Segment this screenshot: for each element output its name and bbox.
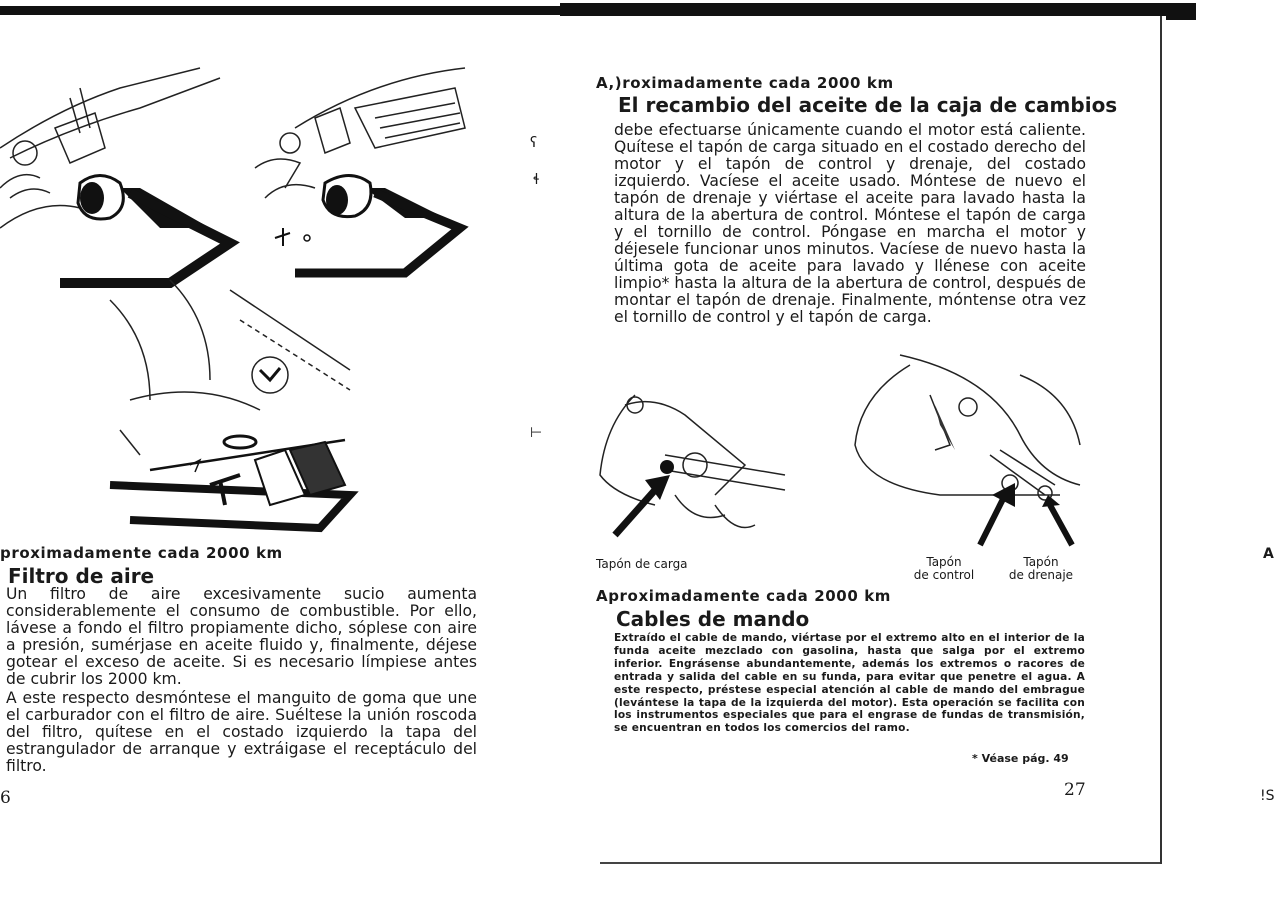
section-title-aceite: El recambio del aceite de la caja de cambios <box>618 93 1118 117</box>
scan-border-top-left <box>0 6 560 15</box>
caption-tapon-drenaje <box>1003 556 1079 582</box>
caption-tapon-drenaje-line2: de drenaje <box>1008 568 1074 582</box>
section-title-cables: Cables de mando <box>616 607 810 631</box>
caption-tapon-drenaje-line1: Tapón <box>1023 555 1059 569</box>
page-edge-right <box>1160 16 1162 864</box>
edge-letter: A <box>1263 546 1274 562</box>
scan-border-top-right <box>560 3 1196 16</box>
aceite-paragraph: debe efectuarse únicamente cuando el motor está caliente. Quítese el tapón de carga situado en el costado derecho del motor y el tapón de control y drenaje, del costado izquierdo. Vacíese el aceite usado. Móntese de nuevo el tapón de drenaje y viértase el aceite para lavado hasta la altura de la abertura de control. Móntese el tapón de carga y el tornillo de control. Póngase en marcha el motor y déjesele funcionar unos minutos. Vacíese de nuevo hasta la última gota de aceite para lavado y llénese con aceite limpio* hasta la altura de la abertura de control, después de montar el tapón de drenaje. Finalmente, móntense otra vez el tornillo de control y el tapón de carga. <box>614 121 1086 326</box>
page-edge-bottom <box>600 862 1160 864</box>
carburetor-illustration-1 <box>0 68 240 288</box>
section-label-filtro: proximadamente cada 2000 km <box>0 544 283 562</box>
filtro-paragraph-1: Un filtro de aire excesivamente sucio aumenta considerablemente el consumo de combustible. Por ello, lávese a fondo el filtro propiamente dicho, sóplese con aire a presión, sumérjase en aceite fluido y, finalmente, déjese gotear el exceso de aceite. Si es necesario límpiese antes de cubrir los 2000 km. <box>6 585 477 688</box>
caption-tapon-control-line1: Tapón <box>926 555 962 569</box>
section-title-filtro: Filtro de aire <box>8 564 155 588</box>
edge-fragment: !S <box>1260 788 1275 804</box>
filtro-paragraph-2: A este respecto desmóntese el manguito de goma que une el carburador con el filtro de aire. Suéltese la unión roscoda del filtro, quítese en el costado izquierdo la tapa del estrangulador de arranque y extráigase el receptáculo del filtro. <box>6 689 477 775</box>
carburetor-illustration-2 <box>255 68 470 288</box>
control-drain-plug-illustration <box>840 355 1085 550</box>
cables-paragraph: Extraído el cable de mando, viértase por el extremo alto en el interior de la funda aceite mezclado con gasolina, hasta que salga por el extremo inferior. Engrásense abundantemente, además los extremos o racores de entrada y salida del cable en su funda, para evitar que penetre el agua. A este respecto, préstese especial atención al cable de mando del embrague (levántese la tapa de la izquierda del motor). Esta operación se facilita con los instrumentos especiales que para el engrase de fundas de transmisión, se encuentran en todos los comercios del ramo. <box>614 632 1085 735</box>
page-number-left: 6 <box>0 788 11 808</box>
page-number-right: 27 <box>1064 780 1086 800</box>
caption-tapon-carga: Tapón de carga <box>596 557 688 571</box>
footnote: * Véase pág. 49 <box>972 752 1069 765</box>
gutter-mark: ʕ <box>530 135 538 151</box>
section-label-cables: Aproximadamente cada 2000 km <box>596 587 891 605</box>
carga-plug-illustration <box>595 385 790 550</box>
section-label-aceite: A,)roximadamente cada 2000 km <box>596 74 894 92</box>
caption-tapon-control <box>910 556 978 582</box>
gutter-mark: ⊢ <box>530 425 543 441</box>
gutter-mark: ɬ <box>533 172 540 188</box>
air-filter-illustration <box>110 280 370 540</box>
caption-tapon-control-line2: de control <box>913 568 975 582</box>
